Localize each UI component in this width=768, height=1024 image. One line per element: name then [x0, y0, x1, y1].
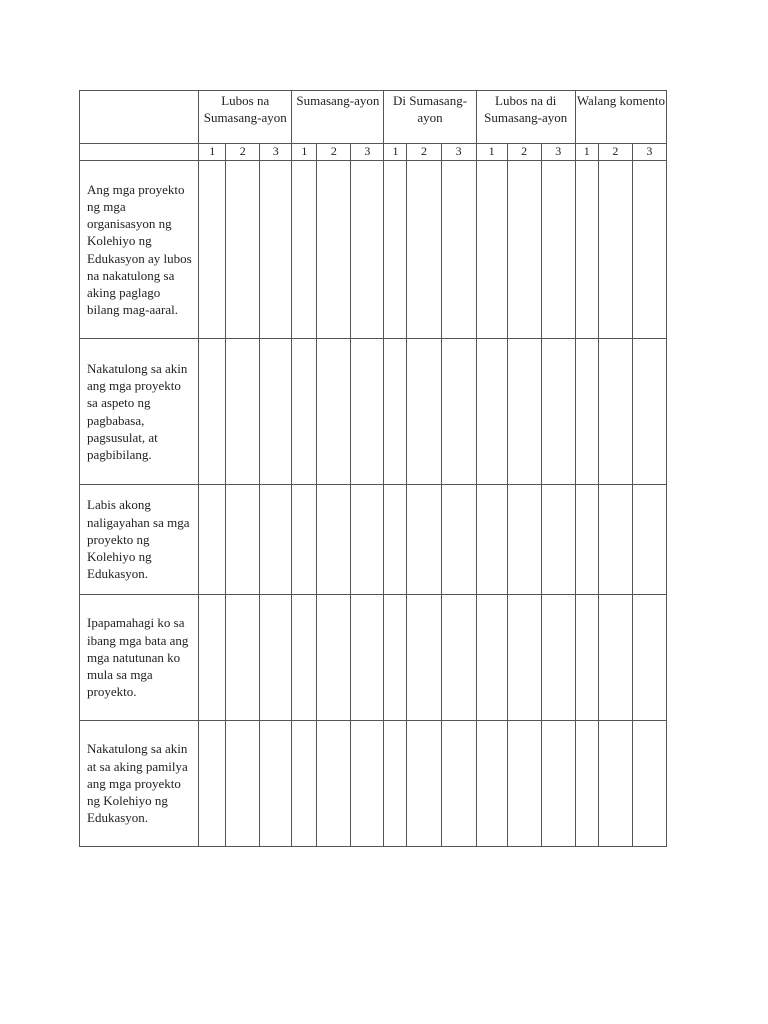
answer-cell[interactable]: [226, 485, 260, 595]
answer-cell[interactable]: [226, 339, 260, 485]
answer-cell[interactable]: [292, 339, 317, 485]
question-text: Nakatulong sa akin ang mga proyekto sa aspeto ng pagbabasa, pagsusulat, at pagbibilang.: [87, 360, 188, 462]
table-row: [80, 485, 667, 595]
answer-cell[interactable]: [351, 161, 384, 339]
answer-cell[interactable]: [632, 161, 666, 339]
table-row: [80, 161, 667, 339]
question-text: Ipapamahagi ko sa ibang mga bata ang mga natutunan ko mula sa mga proyekto.: [87, 615, 189, 700]
survey-table: [79, 90, 667, 847]
answer-cell[interactable]: [441, 485, 476, 595]
answer-cell[interactable]: [292, 595, 317, 721]
table-row: [80, 721, 667, 847]
answer-cell[interactable]: [407, 161, 441, 339]
answer-cell[interactable]: [199, 721, 226, 847]
answer-cell[interactable]: [199, 161, 226, 339]
answer-cell[interactable]: [598, 161, 632, 339]
answer-cell[interactable]: [598, 721, 632, 847]
answer-cell[interactable]: [507, 161, 541, 339]
answer-cell[interactable]: [317, 721, 351, 847]
answer-cell[interactable]: [632, 595, 666, 721]
answer-cell[interactable]: [317, 161, 351, 339]
header-blank-cell: [80, 144, 199, 161]
answer-cell[interactable]: [575, 595, 598, 721]
answer-cell[interactable]: [260, 595, 292, 721]
table-row: [80, 595, 667, 721]
answer-cell[interactable]: [292, 721, 317, 847]
question-text: Nakatulong sa akin at sa aking pamilya ang mga proyekto ng Kolehiyo ng Edukasyon.: [87, 741, 188, 826]
question-text: Labis akong naligayahan sa mga proyekto ng Kolehiyo ng Edukasyon.: [87, 497, 190, 582]
answer-cell[interactable]: [598, 595, 632, 721]
scale-header-cell: 3: [441, 144, 476, 161]
scale-header-cell: 2: [407, 144, 441, 161]
question-cell: [80, 339, 199, 485]
answer-cell[interactable]: [292, 161, 317, 339]
scale-header-cell: 2: [598, 144, 632, 161]
table-row: [80, 339, 667, 485]
answer-cell[interactable]: [226, 595, 260, 721]
answer-cell[interactable]: [541, 485, 575, 595]
answer-cell[interactable]: [351, 595, 384, 721]
answer-cell[interactable]: [575, 721, 598, 847]
answer-cell[interactable]: [632, 339, 666, 485]
scale-header-cell: 1: [199, 144, 226, 161]
answer-cell[interactable]: [632, 485, 666, 595]
answer-cell[interactable]: [317, 595, 351, 721]
answer-cell[interactable]: [541, 721, 575, 847]
answer-cell[interactable]: [292, 485, 317, 595]
question-cell: [80, 485, 199, 595]
scale-header-cell: 1: [384, 144, 407, 161]
question-cell: [80, 595, 199, 721]
category-header: Sumasang-ayon: [292, 91, 384, 144]
scale-header-cell: 3: [541, 144, 575, 161]
category-header: Di Sumasang-ayon: [384, 91, 476, 144]
scale-header-cell: 3: [351, 144, 384, 161]
answer-cell[interactable]: [226, 721, 260, 847]
scale-header-cell: 1: [292, 144, 317, 161]
answer-cell[interactable]: [351, 485, 384, 595]
answer-cell[interactable]: [317, 339, 351, 485]
answer-cell[interactable]: [476, 161, 507, 339]
answer-cell[interactable]: [632, 721, 666, 847]
answer-cell[interactable]: [441, 721, 476, 847]
scale-header-cell: 3: [632, 144, 666, 161]
answer-cell[interactable]: [351, 721, 384, 847]
answer-cell[interactable]: [260, 721, 292, 847]
answer-cell[interactable]: [441, 595, 476, 721]
answer-cell[interactable]: [476, 485, 507, 595]
answer-cell[interactable]: [384, 595, 407, 721]
answer-cell[interactable]: [407, 485, 441, 595]
answer-cell[interactable]: [541, 339, 575, 485]
answer-cell[interactable]: [384, 161, 407, 339]
header-blank-cell: [80, 91, 199, 144]
category-header: Walang komento: [575, 91, 666, 144]
answer-cell[interactable]: [351, 339, 384, 485]
scale-header-cell: 2: [507, 144, 541, 161]
answer-cell[interactable]: [441, 161, 476, 339]
answer-cell[interactable]: [476, 721, 507, 847]
question-text: Ang mga proyekto ng mga organisasyon ng Kolehiyo ng Edukasyon ay lubos na nakatulong sa aking paglago bilang mag-aaral.: [87, 181, 192, 318]
header-row-categories: [80, 91, 667, 144]
answer-cell[interactable]: [507, 339, 541, 485]
answer-cell[interactable]: [199, 339, 226, 485]
answer-cell[interactable]: [575, 339, 598, 485]
answer-cell[interactable]: [598, 339, 632, 485]
answer-cell[interactable]: [260, 339, 292, 485]
category-header: Lubos na di Sumasang-ayon: [476, 91, 575, 144]
answer-cell[interactable]: [541, 595, 575, 721]
answer-cell[interactable]: [384, 339, 407, 485]
answer-cell[interactable]: [476, 339, 507, 485]
answer-cell[interactable]: [199, 485, 226, 595]
scale-header-cell: 2: [317, 144, 351, 161]
answer-cell[interactable]: [507, 721, 541, 847]
answer-cell[interactable]: [507, 485, 541, 595]
answer-cell[interactable]: [260, 161, 292, 339]
answer-cell[interactable]: [384, 721, 407, 847]
header-row-scale: [80, 144, 667, 161]
answer-cell[interactable]: [476, 595, 507, 721]
answer-cell[interactable]: [199, 595, 226, 721]
answer-cell[interactable]: [407, 339, 441, 485]
scale-header-cell: 1: [476, 144, 507, 161]
answer-cell[interactable]: [575, 485, 598, 595]
question-cell: [80, 721, 199, 847]
answer-cell[interactable]: [317, 485, 351, 595]
scale-header-cell: 2: [226, 144, 260, 161]
answer-cell[interactable]: [384, 485, 407, 595]
answer-cell[interactable]: [260, 485, 292, 595]
answer-cell[interactable]: [575, 161, 598, 339]
answer-cell[interactable]: [507, 595, 541, 721]
answer-cell[interactable]: [407, 721, 441, 847]
category-header: Lubos na Sumasang-ayon: [199, 91, 292, 144]
answer-cell[interactable]: [441, 339, 476, 485]
answer-cell[interactable]: [598, 485, 632, 595]
scale-header-cell: 3: [260, 144, 292, 161]
scale-header-cell: 1: [575, 144, 598, 161]
question-cell: [80, 161, 199, 339]
answer-cell[interactable]: [226, 161, 260, 339]
answer-cell[interactable]: [407, 595, 441, 721]
answer-cell[interactable]: [541, 161, 575, 339]
